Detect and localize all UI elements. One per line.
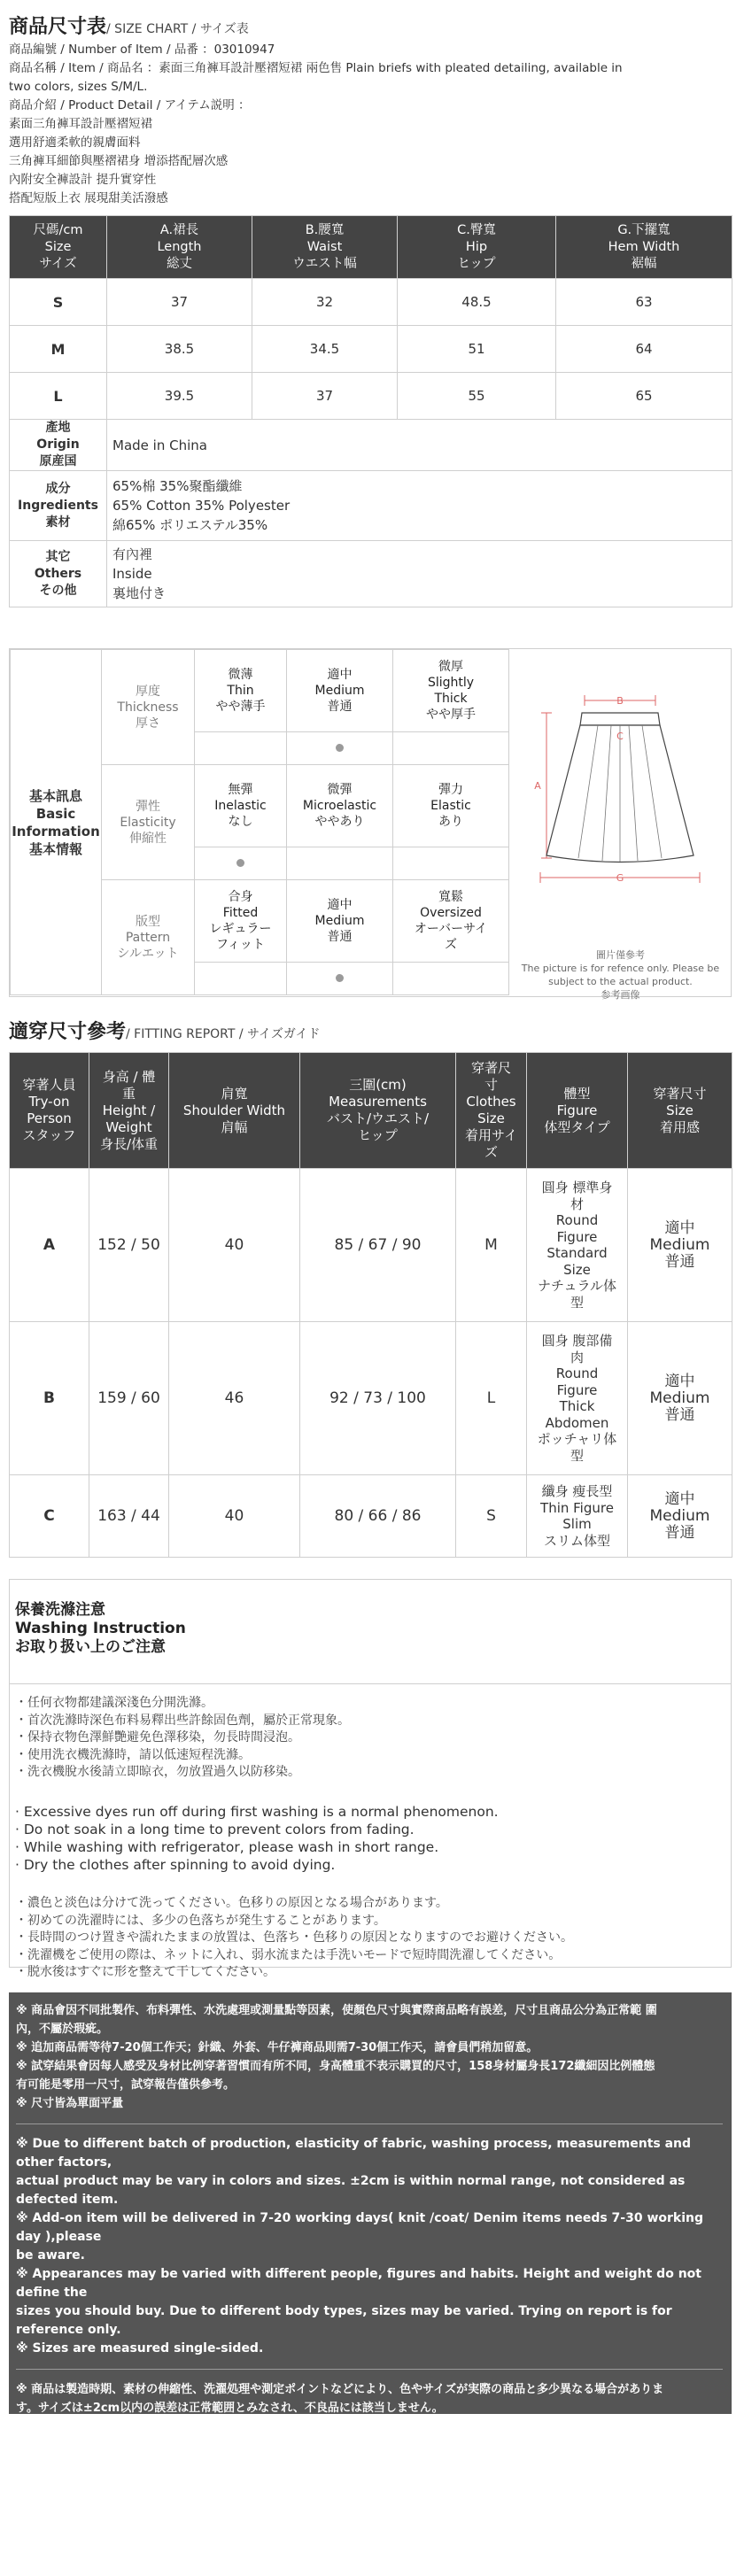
header-text: 体型タイプ xyxy=(544,1118,610,1135)
note-line-ja: す。サイズは±2cm以内の誤差は正常範囲とみなされ、不良品には該当しません。 xyxy=(16,2402,444,2415)
header-text: ズ xyxy=(484,1144,498,1160)
washing-title-line: お取り扱い上のご注意 xyxy=(15,1638,166,1656)
size-value: 48.5 xyxy=(398,279,556,326)
note-line-zh: ※ 試穿結果會因每人感受及身材比例穿著習慣而有所不同，身高體重不表示購買的尺寸，158身材屬身長172纖細因比例體態 xyxy=(16,2060,655,2073)
figure-text: Figure xyxy=(556,1381,598,1398)
product-info-line: two colors, sizes S/M/L. xyxy=(9,80,148,94)
header-text: 身長/体重 xyxy=(99,1135,159,1152)
note-line-ja: ※ サイズはすべて片面平置きでの測定となります。 xyxy=(16,2439,283,2452)
label-text: 厚さ xyxy=(136,716,160,731)
option-text: レギュラー xyxy=(209,922,272,936)
washing-list xyxy=(10,1684,731,1982)
fitting-column-header xyxy=(169,1053,300,1169)
label-text: Pattern xyxy=(125,930,171,945)
option-text: 微厚 xyxy=(438,660,463,674)
pattern-option xyxy=(287,880,393,963)
option-text: 適中 xyxy=(327,898,353,912)
divider xyxy=(16,2113,723,2124)
label-text: Thickness xyxy=(117,700,179,715)
header-text: サイズ xyxy=(39,256,77,271)
option-text: Fitted xyxy=(222,906,259,920)
option-text: Microelastic xyxy=(302,799,377,813)
option-text: 彈力 xyxy=(438,783,463,797)
size-row xyxy=(10,373,732,420)
header-text: Person xyxy=(27,1110,72,1126)
feel-text: Medium xyxy=(649,1506,710,1525)
figure-type xyxy=(527,1475,628,1558)
note-line-zh: 內，不屬於瑕疵。 xyxy=(16,2023,109,2036)
washing-line-en: · While washing with refrigerator, please wash in short range. xyxy=(15,1838,439,1855)
row-value xyxy=(107,420,732,471)
label-text: 基本訊息 xyxy=(28,787,82,804)
label-text: Ingredients xyxy=(18,498,98,513)
pattern-mark xyxy=(287,963,393,995)
option-text: ズ xyxy=(445,938,457,952)
size-row xyxy=(10,326,732,373)
row-label xyxy=(10,541,107,607)
option-text: Medium xyxy=(314,684,365,698)
figure-text: 纖身 瘦長型 xyxy=(541,1483,613,1499)
size-label: S xyxy=(10,279,107,326)
try-on-person: B xyxy=(10,1322,89,1475)
note-line-zh: ※ 商品會因不同批製作、布料彈性、水洗處理或測量點等因素，使顏色尺寸與實際商品略有誤差，尺寸且商品公分為正常範 圍 xyxy=(16,2004,657,2017)
option-text: ややあり xyxy=(314,815,365,829)
diagram-label-g: G xyxy=(616,872,624,884)
header-text: ヒップ xyxy=(457,256,496,271)
size-feel xyxy=(628,1169,732,1322)
header-text: G.下擺寬 xyxy=(617,222,670,237)
figure-text: 型 xyxy=(570,1294,584,1311)
washing-line-zh: ・洗衣機脫水後請立即晾衣，勿放置過久以防移染。 xyxy=(15,1765,300,1780)
label-text: 彈性 xyxy=(136,799,160,814)
row-label xyxy=(10,420,107,471)
pattern-option xyxy=(195,880,287,963)
shoulder-width: 46 xyxy=(169,1322,300,1475)
feel-text: 普通 xyxy=(664,1405,695,1424)
caption-text: 参考画像 xyxy=(601,989,640,1001)
value-text: 綿65% ポリエステル35% xyxy=(112,517,268,533)
header-text: 穿著尺寸 xyxy=(653,1085,707,1102)
elasticity-option xyxy=(393,765,509,847)
fitting-subtitle: / FITTING REPORT / サイズガイド xyxy=(126,1027,321,1041)
washing-title-line: 保養洗滌注意 xyxy=(15,1601,105,1619)
measurements: 92 / 73 / 100 xyxy=(300,1322,456,1475)
product-info-line: 選用舒適柔軟的親膚面料 xyxy=(9,135,141,150)
option-text: Elastic xyxy=(430,799,471,813)
label-text: 素材 xyxy=(45,514,71,530)
header-text: 三圍(cm) xyxy=(349,1077,407,1093)
washing-title xyxy=(10,1580,731,1684)
figure-text: 肉 xyxy=(570,1349,584,1365)
figure-type xyxy=(527,1322,628,1475)
label-text: その他 xyxy=(39,583,77,598)
size-value: 37 xyxy=(107,279,252,326)
fitting-heading xyxy=(9,1022,732,1045)
washing-line-en: · Do not soak in a long time to prevent colors from fading. xyxy=(15,1821,415,1837)
spacer xyxy=(15,1782,731,1803)
selected-dot xyxy=(236,859,244,867)
value-text: 65%棉 35%聚酯纖維 xyxy=(112,478,243,494)
label-text: 產地 xyxy=(45,421,71,435)
pattern-option xyxy=(393,880,509,963)
thickness-option xyxy=(393,650,509,732)
figure-text: Figure xyxy=(556,1228,598,1245)
figure-text: 型 xyxy=(570,1447,584,1464)
figure-text: Abdomen xyxy=(545,1414,609,1431)
header-text: 穿著人員 xyxy=(22,1077,76,1093)
header-text: Waist xyxy=(306,239,343,254)
header-text: 着用サイ xyxy=(465,1127,517,1143)
option-text: 普通 xyxy=(327,930,353,944)
header-text: Size xyxy=(477,1110,505,1126)
product-info-line: 商品介紹 / Product Detail / アイテム説明 ： xyxy=(9,98,251,112)
figure-text: ポッチャリ体 xyxy=(537,1431,617,1447)
header-text: 穿著尺 xyxy=(470,1060,511,1076)
elasticity-label xyxy=(102,765,195,880)
try-on-person: C xyxy=(10,1475,89,1558)
option-text: 微彈 xyxy=(327,783,353,797)
selected-dot xyxy=(336,974,344,982)
basic-information xyxy=(9,648,732,1001)
note-line-ja: ※ 商品は製造時期、素材の伸縮性、洗濯処理や測定ポイントなどにより、色やサイズが実際の商品と多少異なる場合がありま xyxy=(16,2383,664,2396)
header-text: Try-on xyxy=(28,1094,70,1110)
diagram-label-b: B xyxy=(616,695,624,707)
figure-text: Round xyxy=(555,1212,599,1228)
row-value xyxy=(107,541,732,607)
thickness-mark xyxy=(287,732,393,765)
fitting-column-header xyxy=(628,1053,732,1169)
header-text: Size xyxy=(666,1102,694,1118)
header-text: Size xyxy=(44,239,72,254)
header-text: 重 xyxy=(121,1085,136,1102)
notes-box xyxy=(9,1992,732,2452)
feel-text: 普通 xyxy=(664,1523,695,1542)
thickness-option xyxy=(195,650,287,732)
option-text: Inelastic xyxy=(214,799,267,813)
product-info-line: 內附安全褲設計 提升實穿性 xyxy=(9,173,157,187)
note-line-zh: ※ 尺寸皆為單面平量 xyxy=(16,2097,124,2110)
try-on-person: A xyxy=(10,1169,89,1322)
header-text: 肩幅 xyxy=(221,1118,248,1135)
size-chart-heading xyxy=(9,0,732,41)
row-label xyxy=(10,471,107,541)
header-text: Weight xyxy=(105,1118,152,1135)
height-weight: 159 / 60 xyxy=(89,1322,169,1475)
size-value: 55 xyxy=(398,373,556,420)
feel-text: 適中 xyxy=(664,1372,695,1390)
clothes-size: L xyxy=(456,1322,527,1475)
size-value: 37 xyxy=(252,373,398,420)
size-column-header xyxy=(556,216,732,279)
product-info-line: 搭配短版上衣 展現甜美活潑感 xyxy=(9,191,168,205)
thickness-mark xyxy=(393,732,509,765)
figure-text: Standard xyxy=(546,1245,608,1261)
option-text: 合身 xyxy=(228,890,253,904)
option-text: 寬鬆 xyxy=(438,890,463,904)
note-line-en: actual product may be vary in colors and sizes. ±2cm is within normal range, not considered as defected item. xyxy=(16,2174,686,2207)
header-text: 尺碼/cm xyxy=(33,222,83,237)
height-weight: 163 / 44 xyxy=(89,1475,169,1558)
header-text: Height / xyxy=(102,1102,156,1118)
note-line-en: ※ Due to different batch of production, elasticity of fabric, washing process, measurements and other factors, xyxy=(16,2137,692,2170)
figure-text: Thin Figure xyxy=(540,1499,614,1516)
feel-text: 適中 xyxy=(664,1489,695,1508)
value-text: 有內裡 xyxy=(112,546,153,562)
size-label: M xyxy=(10,326,107,373)
figure-text: Thick xyxy=(559,1398,595,1414)
feel-text: 普通 xyxy=(664,1252,695,1271)
ingredients-row xyxy=(10,471,732,541)
figure-text: Round xyxy=(555,1365,599,1381)
header-text: C.臀寬 xyxy=(457,222,496,237)
size-column-header xyxy=(107,216,252,279)
shoulder-width: 40 xyxy=(169,1169,300,1322)
product-info-line: 商品編號 / Number of Item / 品番 ：03010947 xyxy=(9,43,275,57)
figure-type xyxy=(527,1169,628,1322)
note-line-ja: ※ 試着結果は、個人の体型や着用感、着こなしにより異なる場合があります。試着レポートは参考程度にご覧ください。 xyxy=(16,2420,641,2433)
figure-text: 圓身 標準身 xyxy=(541,1180,613,1195)
page xyxy=(9,0,732,2452)
thickness-options-row xyxy=(11,650,509,732)
fitting-row xyxy=(10,1475,732,1558)
figure-text: Size xyxy=(563,1261,591,1278)
feel-text: Medium xyxy=(649,1389,710,1407)
option-text: フィット xyxy=(216,938,265,952)
option-text: やや薄手 xyxy=(215,700,266,714)
figure-text: 圓身 腹部備 xyxy=(541,1333,613,1349)
figure-text: 材 xyxy=(570,1195,584,1212)
pattern-mark xyxy=(195,963,287,995)
fitting-column-header xyxy=(89,1053,169,1169)
size-label: L xyxy=(10,373,107,420)
option-text: Oversized xyxy=(420,906,482,920)
diagram-label-c: C xyxy=(616,731,624,742)
header-text: 寸 xyxy=(484,1077,498,1093)
washing-line-ja: ・脱水後はすぐに形を整えて干してください。 xyxy=(15,1965,275,1980)
size-value: 32 xyxy=(252,279,398,326)
header-text: Shoulder Width xyxy=(182,1102,286,1118)
option-text: 適中 xyxy=(327,668,353,682)
header-text: ウエスト幅 xyxy=(292,256,357,271)
header-text: 着用感 xyxy=(659,1118,700,1135)
clothes-size: M xyxy=(456,1169,527,1322)
header-text: Hip xyxy=(465,239,488,254)
size-feel xyxy=(628,1322,732,1475)
elasticity-option xyxy=(287,765,393,847)
label-text: Origin xyxy=(36,437,80,452)
origin-row xyxy=(10,420,732,471)
caption-text: 圖片僅參考 xyxy=(596,949,645,961)
elasticity-mark xyxy=(195,847,287,880)
basic-info-table xyxy=(10,649,509,995)
feel-text: 適中 xyxy=(664,1218,695,1237)
size-column-header xyxy=(398,216,556,279)
elasticity-option xyxy=(195,765,287,847)
option-text: オーバーサイ xyxy=(414,922,488,936)
fitting-row xyxy=(10,1169,732,1322)
size-value: 39.5 xyxy=(107,373,252,420)
height-weight: 152 / 50 xyxy=(89,1169,169,1322)
thickness-mark xyxy=(195,732,287,765)
washing-line-ja: ・初めての洗濯時には、多少の色落ちが発生することがあります。 xyxy=(15,1913,386,1928)
clothes-size: S xyxy=(456,1475,527,1558)
label-text: Others xyxy=(34,566,82,581)
header-text: A.裙長 xyxy=(159,222,199,237)
thickness-label xyxy=(102,650,195,765)
others-row xyxy=(10,541,732,607)
label-text: Elasticity xyxy=(120,815,176,830)
elasticity-mark xyxy=(393,847,509,880)
header-text: 身高 / 體 xyxy=(102,1068,156,1085)
fitting-column-header xyxy=(456,1053,527,1169)
header-text: Clothes xyxy=(466,1094,516,1110)
size-value: 63 xyxy=(556,279,732,326)
option-text: なし xyxy=(228,815,253,829)
size-value: 34.5 xyxy=(252,326,398,373)
note-line-en: ※ Sizes are measured single-sided. xyxy=(16,2341,264,2356)
header-text: 総丈 xyxy=(167,256,192,271)
size-column-header xyxy=(10,216,107,279)
option-text: やや厚手 xyxy=(426,708,476,722)
washing-line-zh: ・使用洗衣機洗滌時，請以低速短程洗滌。 xyxy=(15,1747,251,1762)
size-table xyxy=(9,215,732,607)
label-text: シルエット xyxy=(117,946,179,961)
size-value: 64 xyxy=(556,326,732,373)
label-text: 基本情報 xyxy=(28,840,82,857)
size-chart-title: 商品尺寸表 xyxy=(9,16,107,38)
washing-line-zh: ・保持衣物色澤鮮艷避免色澤移染，勿長時間浸泡。 xyxy=(15,1730,300,1745)
caption-text: subject to the actual product. xyxy=(548,976,693,987)
measurements: 85 / 67 / 90 xyxy=(300,1169,456,1322)
fitting-column-header xyxy=(527,1053,628,1169)
product-info-line: 素面三角褲耳設計壓褶短裙 xyxy=(9,117,152,131)
label-text: Information xyxy=(12,823,100,839)
product-info xyxy=(9,41,732,208)
diagram-label-a: A xyxy=(534,780,541,792)
washing-line-zh: ・任何衣物都建議深淺色分開洗滌。 xyxy=(15,1696,213,1710)
header-text: Measurements xyxy=(329,1094,427,1110)
label-text: 版型 xyxy=(136,914,160,929)
note-line-en: ※ Appearances may be varied with different people, figures and habits. Height and weight do not define the xyxy=(16,2267,701,2300)
note-line-en: be aware. xyxy=(16,2248,85,2263)
header-text: Figure xyxy=(556,1102,598,1118)
product-info-line: 商品名稱 / Item / 商品名 ：素面三角褲耳設計壓褶短裙 兩色售 Plain briefs with pleated detailing, available in xyxy=(9,61,623,75)
header-text: ヒップ xyxy=(358,1127,398,1143)
spacer xyxy=(15,1874,731,1895)
note-line-zh: ※ 追加商品需等待7-20個工作天；針織、外套、牛仔褲商品則需7-30個工作天，請會員們稍加留意。 xyxy=(16,2041,539,2054)
elasticity-mark xyxy=(287,847,393,880)
figure-text: Slim xyxy=(562,1516,592,1532)
size-chart-subtitle: / SIZE CHART / サイズ表 xyxy=(106,22,249,36)
washing-instruction xyxy=(9,1579,732,1980)
thickness-option xyxy=(287,650,393,732)
header-text: スタッフ xyxy=(22,1127,76,1143)
header-text: B.腰寬 xyxy=(305,222,345,237)
option-text: あり xyxy=(438,815,463,829)
value-text: 裏地付き xyxy=(112,585,167,601)
size-feel xyxy=(628,1475,732,1558)
header-text: 裾幅 xyxy=(631,256,657,271)
option-text: Slightly xyxy=(427,676,475,690)
header-text: 肩寬 xyxy=(221,1085,248,1102)
value-text: 65% Cotton 35% Polyester xyxy=(112,498,291,514)
skirt-diagram xyxy=(509,649,732,1001)
size-column-header xyxy=(252,216,398,279)
product-info-line: 三角褲耳細節與壓褶裙身 增添搭配層次感 xyxy=(9,154,229,168)
label-text: 伸縮性 xyxy=(129,831,167,846)
selected-dot xyxy=(336,744,344,752)
option-text: Medium xyxy=(314,914,365,928)
caption-text: The picture is for refence only. Please be xyxy=(521,963,720,974)
washing-title-line: Washing Instruction xyxy=(15,1620,186,1637)
basic-info-label xyxy=(11,650,102,995)
note-line-zh: 有可能是零用一尺寸，試穿報告僅供參考。 xyxy=(16,2078,236,2092)
divider xyxy=(16,2358,723,2370)
label-text: 其它 xyxy=(45,549,71,564)
fitting-title: 適穿尺寸參考 xyxy=(9,1021,127,1043)
washing-line-ja: ・長時間のつけ置きや濡れたままの放置は、色落ち・色移りの原因となりますのでお避けください。 xyxy=(15,1930,573,1946)
skirt-measure-illustration xyxy=(527,683,713,895)
fitting-row xyxy=(10,1322,732,1475)
label-text: 厚度 xyxy=(136,684,160,699)
size-row xyxy=(10,279,732,326)
figure-text: スリム体型 xyxy=(543,1532,610,1549)
diagram-caption xyxy=(509,948,732,1002)
washing-line-ja: ・洗濯機をご使用の際は、ネットに入れ、弱水流または手洗いモードで短時間洗濯してください。 xyxy=(15,1947,562,1962)
row-value xyxy=(107,471,732,541)
option-text: 普通 xyxy=(327,700,353,714)
shoulder-width: 40 xyxy=(169,1475,300,1558)
washing-line-en: · Excessive dyes run off during first washing is a normal phenomenon. xyxy=(15,1803,499,1820)
size-value: 51 xyxy=(398,326,556,373)
label-text: Basic xyxy=(35,805,76,822)
measurements: 80 / 66 / 86 xyxy=(300,1475,456,1558)
fitting-column-header xyxy=(10,1053,89,1169)
option-text: 微薄 xyxy=(228,668,253,682)
feel-text: Medium xyxy=(649,1235,710,1254)
value-text: Made in China xyxy=(112,437,207,453)
label-text: 成分 xyxy=(45,481,71,496)
size-value: 38.5 xyxy=(107,326,252,373)
washing-line-ja: ・濃色と淡色は分けて洗ってください。色移りの原因となる場合があります。 xyxy=(15,1895,448,1910)
option-text: Thick xyxy=(434,692,468,706)
header-text: バスト/ウエスト/ xyxy=(326,1110,430,1126)
pattern-mark xyxy=(393,963,509,995)
option-text: 無彈 xyxy=(228,783,253,797)
option-text: Thin xyxy=(227,684,254,698)
washing-line-en: · Dry the clothes after spinning to avoid dying. xyxy=(15,1856,336,1873)
pattern-label xyxy=(102,880,195,995)
figure-text: ナチュラル体 xyxy=(537,1278,617,1294)
header-text: Hem Width xyxy=(608,239,680,254)
label-text: 原産国 xyxy=(39,454,77,468)
size-value: 65 xyxy=(556,373,732,420)
fitting-table xyxy=(9,1052,732,1558)
note-line-en: sizes you should buy. Due to different body types, sizes may be varied. Trying on report is for reference only. xyxy=(16,2304,672,2337)
note-line-en: ※ Add-on item will be delivered in 7-20 working days( knit /coat/ Denim items needs 7-30 working day ),please xyxy=(16,2211,704,2244)
washing-line-zh: ・首次洗滌時深色布料易釋出些許餘固色劑，屬於正常現象。 xyxy=(15,1713,350,1728)
header-text: Length xyxy=(157,239,202,254)
fitting-column-header xyxy=(300,1053,456,1169)
header-text: 體型 xyxy=(563,1085,591,1102)
value-text: Inside xyxy=(112,566,152,582)
